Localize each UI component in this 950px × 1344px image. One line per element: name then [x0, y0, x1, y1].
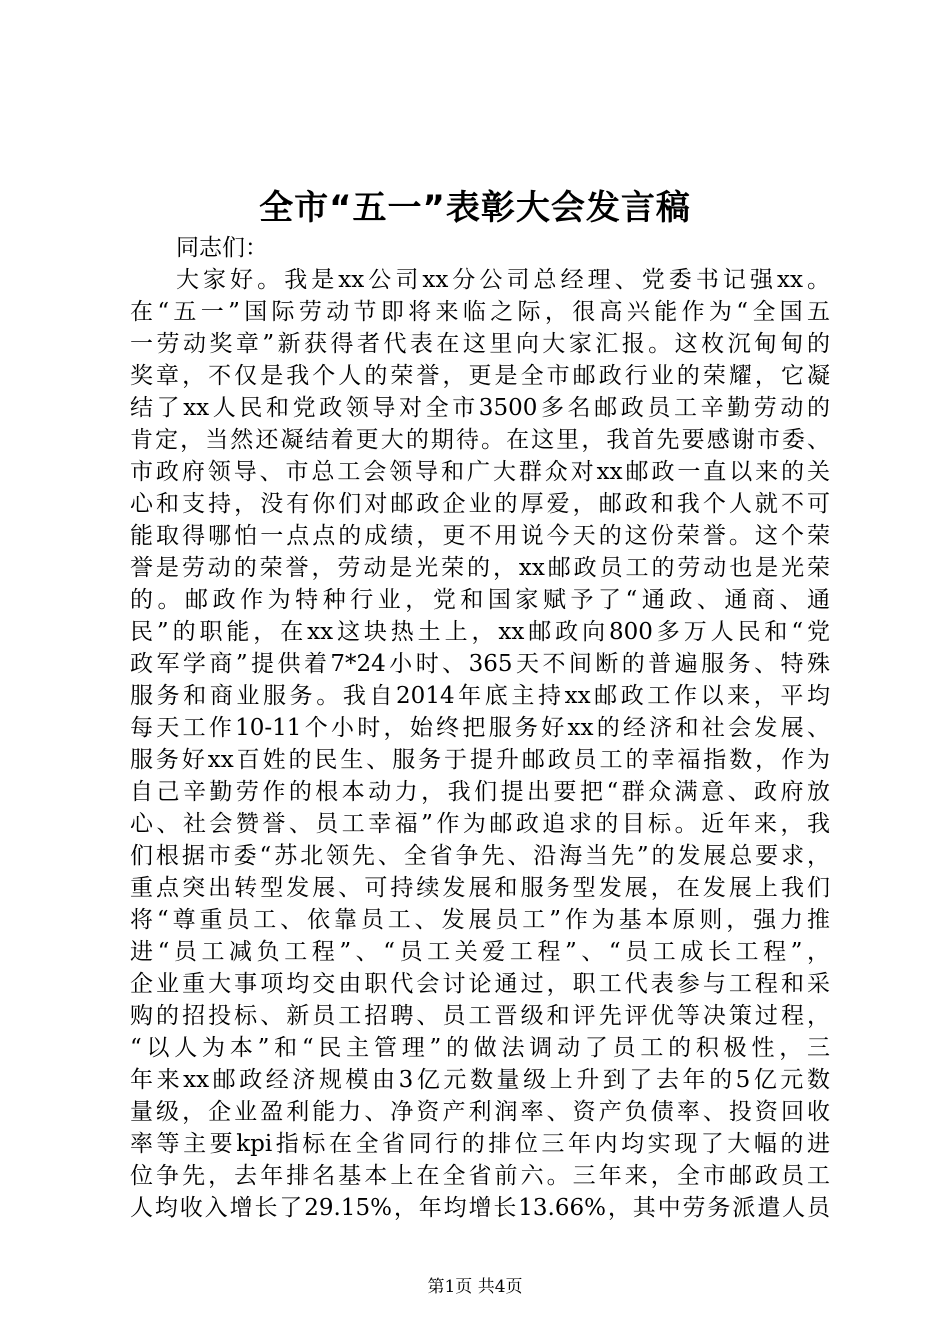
paragraph-line: 自己辛勤劳作的根本动力，我们提出要把“群众满意、政府放	[130, 779, 830, 805]
document-body	[130, 232, 830, 1224]
paragraph-line: 誉是劳动的荣誉，劳动是光荣的，xx邮政员工的劳动也是光荣	[130, 555, 830, 581]
paragraph-line: 服务和商业服务。我自2014年底主持xx邮政工作以来，平均	[130, 683, 830, 709]
paragraph-line: 大家好。我是xx公司xx分公司总经理、党委书记强xx。	[176, 267, 830, 293]
paragraph-line: 每天工作10-11个小时，始终把服务好xx的经济和社会发展、	[130, 715, 830, 741]
paragraph-line: 肯定，当然还凝结着更大的期待。在这里，我首先要感谢市委、	[130, 427, 830, 453]
paragraph-line: 能取得哪怕一点点的成绩，更不用说今天的这份荣誉。这个荣	[130, 523, 830, 549]
paragraph-line: 进“员工减负工程”、“员工关爱工程”、“员工成长工程”，	[130, 939, 830, 965]
paragraph-line: 企业重大事项均交由职代会讨论通过，职工代表参与工程和采	[130, 971, 830, 997]
paragraph-line: “以人为本”和“民主管理”的做法调动了员工的积极性，三	[130, 1035, 830, 1061]
paragraph-line: 位争先，去年排名基本上在全省前六。三年来，全市邮政员工	[130, 1163, 830, 1189]
paragraph-line: 量级，企业盈利能力、净资产利润率、资产负债率、投资回收	[130, 1099, 830, 1125]
paragraph-line: 心和支持，没有你们对邮政企业的厚爱，邮政和我个人就不可	[130, 491, 830, 517]
paragraph-line: 在“五一”国际劳动节即将来临之际，很高兴能作为“全国五	[130, 299, 830, 325]
salutation-line: 同志们：	[176, 235, 268, 261]
paragraph-line: 率等主要kpi指标在全省同行的排位三年内均实现了大幅的进	[130, 1131, 830, 1157]
page-footer: 第1页 共4页	[427, 1277, 523, 1297]
paragraph-line: 重点突出转型发展、可持续发展和服务型发展，在发展上我们	[130, 875, 830, 901]
paragraph-line: 人均收入增长了29.15%，年均增长13.66%，其中劳务派遣人员	[130, 1195, 830, 1221]
paragraph-line: 一劳动奖章”新获得者代表在这里向大家汇报。这枚沉甸甸的	[130, 331, 830, 357]
paragraph-line: 民”的职能，在xx这块热土上，xx邮政向800多万人民和“党	[130, 619, 830, 645]
paragraph-line: 奖章，不仅是我个人的荣誉，更是全市邮政行业的荣耀，它凝	[130, 363, 830, 389]
paragraph-line: 心、社会赞誉、员工幸福”作为邮政追求的目标。近年来，我	[130, 811, 830, 837]
paragraph-line: 年来xx邮政经济规模由3亿元数量级上升到了去年的5亿元数	[130, 1067, 830, 1093]
paragraph-line: 政军学商”提供着7*24小时、365天不间断的普遍服务、特殊	[130, 651, 830, 677]
paragraph-line: 结了xx人民和党政领导对全市3500多名邮政员工辛勤劳动的	[130, 395, 830, 421]
paragraph-line: 将“尊重员工、依靠员工、发展员工”作为基本原则，强力推	[130, 907, 830, 933]
paragraph-line: 的。邮政作为特种行业，党和国家赋予了“通政、通商、通	[130, 587, 830, 613]
document-title: 全市“五一”表彰大会发言稿	[259, 188, 691, 228]
paragraph-line: 购的招投标、新员工招聘、员工晋级和评先评优等决策过程，	[130, 1003, 830, 1029]
paragraph-line: 们根据市委“苏北领先、全省争先、沿海当先”的发展总要求，	[130, 843, 830, 869]
paragraph-line: 市政府领导、市总工会领导和广大群众对xx邮政一直以来的关	[130, 459, 830, 485]
paragraph-line: 服务好xx百姓的民生、服务于提升邮政员工的幸福指数，作为	[130, 747, 830, 773]
